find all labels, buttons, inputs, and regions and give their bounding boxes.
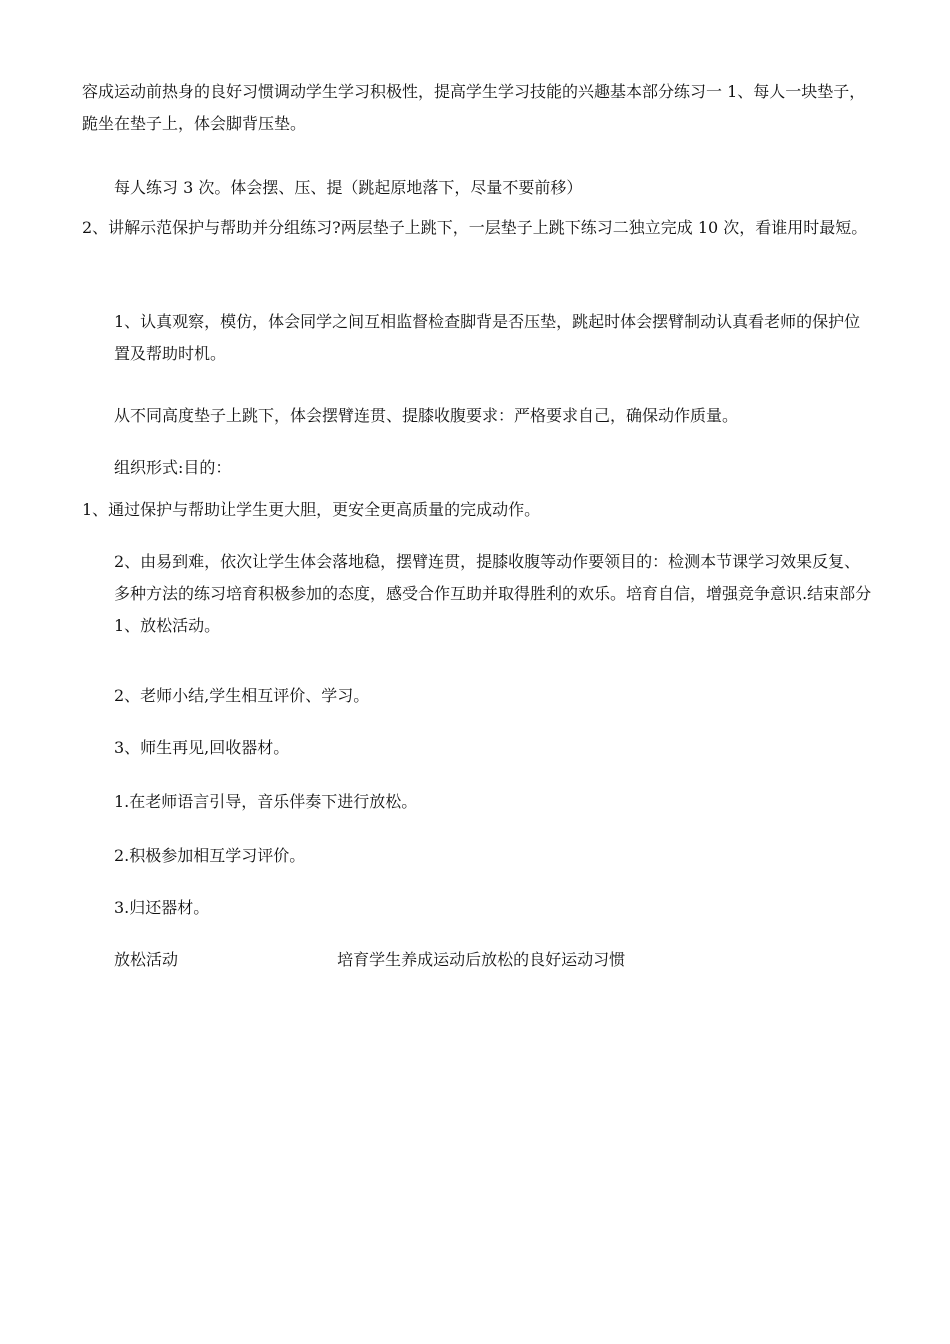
paragraph-organization: 组织形式:目的： <box>114 458 232 477</box>
relax-activity-content: 培育学生养成运动后放松的良好运动习惯 <box>337 950 626 969</box>
relax-activity-row <box>114 944 625 976</box>
paragraph-observe: 1、认真观察，模仿，体会同学之间互相监督检查脚背是否压垫，跳起时体会摆臂制动认真看老师的保护位置及帮助时机。 <box>114 312 861 363</box>
paragraph-easy-to-hard: 2、由易到难，依次让学生体会落地稳，摆臂连贯，提膝收腹等动作要领目的：检测本节课学习效果反复、多种方法的练习培育积极参加的态度，感受合作互助并取得胜利的欢乐。培育自信，增强竞争意识.结束部分 1、放松活动。 <box>114 552 872 635</box>
paragraph-demonstration: 2、讲解示范保护与帮助并分组练习?两层垫子上跳下，一层垫子上跳下练习二独立完成 10 次，看谁用时最短。 <box>82 218 868 237</box>
paragraph-practice-times: 每人练习 3 次。体会摆、压、提（跳起原地落下，尽量不要前移） <box>114 178 583 197</box>
paragraph-teacher-summary: 2、老师小结,学生相互评价、学习。 <box>114 686 370 705</box>
relax-activity-label: 放松活动 <box>114 950 179 969</box>
paragraph-return-equipment: 3.归还器材。 <box>114 898 210 917</box>
paragraph-warmup: 容成运动前热身的良好习惯调动学生学习积极性，提高学生学习技能的兴趣基本部分练习一 1、每人一块垫子，跪坐在垫子上，体会脚背压垫。 <box>82 82 866 133</box>
paragraph-jump-heights: 从不同高度垫子上跳下，体会摆臂连贯、提膝收腹要求：严格要求自己，确保动作质量。 <box>114 406 739 425</box>
paragraph-goodbye: 3、师生再见,回收器材。 <box>114 738 290 757</box>
paragraph-mutual-evaluation: 2.积极参加相互学习评价。 <box>114 846 306 865</box>
paragraph-protection: 1、通过保护与帮助让学生更大胆，更安全更高质量的完成动作。 <box>82 500 541 519</box>
paragraph-relax-guide: 1.在老师语言引导，音乐伴奏下进行放松。 <box>114 792 418 811</box>
